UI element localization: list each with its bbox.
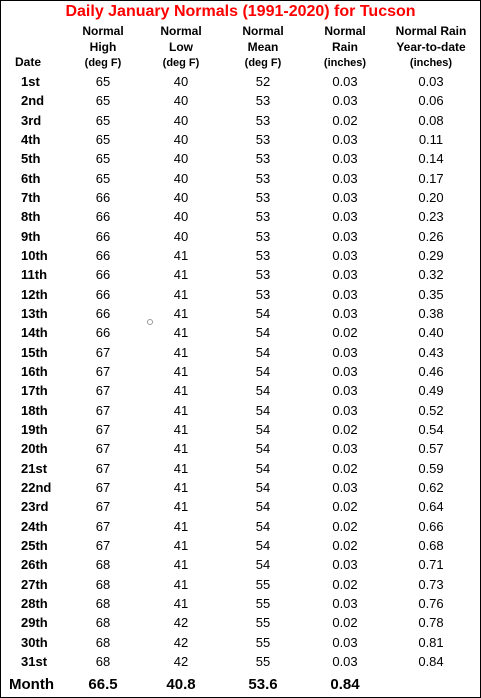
cell-rain: 0.03 [332, 170, 358, 186]
cell-ytd: 0.43 [418, 344, 444, 360]
cell-ytd: 0.73 [418, 576, 444, 592]
cell-low: 41 [173, 441, 189, 457]
cell-date: 26th [21, 557, 48, 573]
cell-rain: 0.03 [332, 74, 358, 89]
cell-low: 42 [173, 615, 189, 631]
cell-low: 40 [173, 228, 189, 244]
cell-mean: 54 [255, 305, 271, 321]
cell-date: 22nd [21, 479, 52, 495]
cell-rain: 0.02 [332, 499, 358, 515]
header-low-line2: Low [169, 40, 193, 54]
cell-high: 66 [95, 286, 111, 302]
cell-date: 28th [21, 595, 48, 611]
cell-ytd: 0.81 [418, 634, 444, 650]
table-row [1, 188, 480, 207]
cell-high: 66 [95, 209, 111, 225]
cell-rain: 0.03 [332, 557, 358, 573]
cell-date: 23rd [21, 499, 49, 515]
cell-ytd: 0.64 [418, 499, 444, 515]
cell-rain: 0.03 [332, 653, 358, 669]
cell-mean: 53 [255, 209, 271, 225]
cell-mean: 54 [255, 557, 271, 573]
cell-date: 7th [21, 189, 41, 205]
cell-date: 2nd [21, 93, 45, 109]
header-rain [309, 23, 381, 71]
table-row [1, 111, 480, 130]
cell-low: 41 [173, 557, 189, 573]
table-row [1, 497, 480, 516]
cell-date: 4th [21, 131, 41, 147]
table-row [1, 613, 480, 632]
cell-low: 41 [173, 576, 189, 592]
cell-mean: 53 [255, 151, 271, 167]
cell-ytd: 0.38 [418, 305, 444, 321]
cell-date: 27th [21, 576, 48, 592]
cell-ytd: 0.26 [418, 228, 444, 244]
cell-rain: 0.03 [332, 247, 358, 263]
header-rain-line3: (inches) [323, 57, 367, 69]
table-row [1, 91, 480, 110]
cell-rain: 0.03 [332, 363, 358, 379]
table-row [1, 381, 480, 400]
cell-mean: 54 [255, 460, 271, 476]
cell-ytd: 0.03 [418, 74, 444, 89]
cell-rain: 0.03 [332, 634, 358, 650]
cell-rain: 0.02 [332, 325, 358, 341]
cell-ytd: 0.84 [418, 653, 444, 669]
cell-high: 65 [95, 93, 111, 109]
cell-mean: 54 [255, 518, 271, 534]
month-rain: 0.84 [330, 676, 360, 693]
table-row [1, 536, 480, 555]
cell-low: 40 [173, 209, 189, 225]
table-row [1, 149, 480, 168]
month-summary-row [1, 673, 480, 697]
cell-low: 41 [173, 267, 189, 283]
cell-date: 9th [21, 228, 41, 244]
table-row [1, 246, 480, 265]
cell-date: 29th [21, 615, 48, 631]
cell-high: 68 [95, 615, 111, 631]
cell-low: 41 [173, 460, 189, 476]
cell-high: 68 [95, 595, 111, 611]
month-label: Month [9, 676, 54, 693]
cell-rain: 0.02 [332, 615, 358, 631]
month-mean: 53.6 [248, 676, 278, 693]
cell-low: 41 [173, 402, 189, 418]
table-row [1, 207, 480, 226]
cell-high: 66 [95, 189, 111, 205]
cell-high: 67 [95, 479, 111, 495]
cell-mean: 53 [255, 189, 271, 205]
cell-date: 30th [21, 634, 48, 650]
table-row [1, 555, 480, 574]
cell-high: 66 [95, 305, 111, 321]
cell-date: 31st [21, 653, 48, 669]
cell-ytd: 0.46 [418, 363, 444, 379]
cell-mean: 54 [255, 402, 271, 418]
cell-high: 67 [95, 383, 111, 399]
cell-mean: 53 [255, 247, 271, 263]
cell-ytd: 0.54 [418, 421, 444, 437]
cell-rain: 0.03 [332, 189, 358, 205]
cell-date: 18th [21, 402, 48, 418]
cell-rain: 0.03 [332, 402, 358, 418]
table-row [1, 323, 480, 342]
cell-high: 65 [95, 151, 111, 167]
cell-low: 40 [173, 112, 189, 128]
cell-mean: 54 [255, 421, 271, 437]
cell-rain: 0.02 [332, 518, 358, 534]
cell-low: 41 [173, 344, 189, 360]
cell-low: 40 [173, 93, 189, 109]
header-low [145, 23, 217, 71]
cell-date: 21st [21, 460, 48, 476]
cell-mean: 54 [255, 383, 271, 399]
cell-date: 3rd [21, 112, 42, 128]
cell-rain: 0.03 [332, 228, 358, 244]
cell-date: 24th [21, 518, 48, 534]
cell-low: 40 [173, 131, 189, 147]
cell-date: 1st [21, 74, 40, 89]
cell-high: 67 [95, 518, 111, 534]
cell-date: 25th [21, 537, 48, 553]
cell-rain: 0.03 [332, 93, 358, 109]
header-mean [227, 23, 299, 71]
cell-ytd: 0.52 [418, 402, 444, 418]
header-rain-line1: Normal [324, 24, 366, 38]
table-row [1, 478, 480, 497]
table-body [1, 72, 480, 671]
cell-mean: 55 [255, 595, 271, 611]
table-row [1, 285, 480, 304]
cell-low: 41 [173, 479, 189, 495]
cell-ytd: 0.08 [418, 112, 444, 128]
cell-high: 67 [95, 441, 111, 457]
table-row [1, 362, 480, 381]
cell-mean: 54 [255, 479, 271, 495]
header-mean-line1: Normal [242, 24, 284, 38]
table-row [1, 130, 480, 149]
cell-high: 66 [95, 247, 111, 263]
header-high [67, 23, 139, 71]
cell-mean: 55 [255, 653, 271, 669]
cell-ytd: 0.11 [418, 131, 444, 147]
cell-date: 12th [21, 286, 48, 302]
cell-low: 41 [173, 595, 189, 611]
cell-low: 40 [173, 170, 189, 186]
cell-date: 5th [21, 151, 41, 167]
cell-high: 65 [95, 131, 111, 147]
cell-ytd: 0.29 [418, 247, 444, 263]
cell-rain: 0.03 [332, 267, 358, 283]
cell-rain: 0.03 [332, 286, 358, 302]
cell-mean: 54 [255, 325, 271, 341]
cell-date: 6th [21, 170, 41, 186]
cell-high: 67 [95, 344, 111, 360]
table-row [1, 633, 480, 652]
header-ytd-line2: Year-to-date [396, 40, 466, 54]
cell-date: 11th [21, 267, 48, 283]
cell-rain: 0.03 [332, 383, 358, 399]
cell-high: 68 [95, 576, 111, 592]
cell-mean: 54 [255, 537, 271, 553]
cell-rain: 0.03 [332, 344, 358, 360]
cell-date: 14th [21, 325, 48, 341]
cell-ytd: 0.68 [418, 537, 444, 553]
cell-low: 41 [173, 421, 189, 437]
cell-rain: 0.03 [332, 151, 358, 167]
cell-date: 13th [21, 305, 48, 321]
cell-low: 41 [173, 518, 189, 534]
cell-high: 65 [95, 112, 111, 128]
table-title: Daily January Normals (1991-2020) for Tucson [65, 3, 416, 20]
cell-high: 66 [95, 267, 111, 283]
cell-mean: 54 [255, 499, 271, 515]
cell-high: 67 [95, 537, 111, 553]
cell-low: 42 [173, 653, 189, 669]
cell-low: 40 [173, 151, 189, 167]
cell-low: 41 [173, 286, 189, 302]
cell-ytd: 0.57 [418, 441, 444, 457]
cell-ytd: 0.14 [418, 151, 444, 167]
cell-rain: 0.03 [332, 209, 358, 225]
cell-ytd: 0.71 [418, 557, 444, 573]
cell-rain: 0.03 [332, 305, 358, 321]
table-row [1, 459, 480, 478]
cell-low: 41 [173, 383, 189, 399]
cell-date: 10th [21, 247, 48, 263]
cell-high: 65 [95, 170, 111, 186]
cell-ytd: 0.32 [418, 267, 444, 283]
cell-high: 68 [95, 634, 111, 650]
cell-high: 68 [95, 557, 111, 573]
cell-mean: 52 [255, 74, 271, 89]
cell-ytd: 0.66 [418, 518, 444, 534]
table-row [1, 517, 480, 536]
table-row [1, 265, 480, 284]
cell-rain: 0.03 [332, 131, 358, 147]
header-ytd-line3: (inches) [409, 57, 453, 69]
header-ytd [386, 23, 476, 71]
cell-high: 68 [95, 653, 111, 669]
table-row [1, 304, 480, 323]
cell-mean: 54 [255, 344, 271, 360]
cell-date: 17th [21, 383, 48, 399]
cell-mean: 55 [255, 576, 271, 592]
cell-low: 41 [173, 537, 189, 553]
cell-ytd: 0.76 [418, 595, 444, 611]
cell-ytd: 0.17 [418, 170, 444, 186]
cell-low: 41 [173, 305, 189, 321]
cell-ytd: 0.78 [418, 615, 444, 631]
cell-mean: 53 [255, 93, 271, 109]
cell-rain: 0.03 [332, 441, 358, 457]
circle-marker-icon [147, 319, 153, 325]
cell-date: 8th [21, 209, 41, 225]
table-row [1, 227, 480, 246]
cell-low: 41 [173, 363, 189, 379]
cell-rain: 0.02 [332, 537, 358, 553]
header-mean-line3: (deg F) [244, 57, 282, 69]
header-low-line1: Normal [160, 24, 202, 38]
cell-mean: 53 [255, 267, 271, 283]
table-row [1, 169, 480, 188]
cell-ytd: 0.20 [418, 189, 444, 205]
cell-high: 67 [95, 460, 111, 476]
header-high-line3: (deg F) [84, 57, 122, 69]
cell-date: 16th [21, 363, 48, 379]
month-low: 40.8 [166, 676, 196, 693]
cell-date: 19th [21, 421, 48, 437]
cell-ytd: 0.06 [418, 93, 444, 109]
cell-rain: 0.02 [332, 576, 358, 592]
cell-ytd: 0.62 [418, 479, 444, 495]
table-row [1, 594, 480, 613]
header-low-line3: (deg F) [162, 57, 200, 69]
cell-low: 42 [173, 634, 189, 650]
cell-high: 65 [95, 74, 111, 89]
cell-mean: 55 [255, 634, 271, 650]
header-ytd-line1: Normal Rain [395, 24, 467, 38]
cell-low: 41 [173, 325, 189, 341]
table-row [1, 652, 480, 671]
header-date: Date [15, 55, 42, 69]
cell-date: 15th [21, 344, 48, 360]
cell-low: 40 [173, 189, 189, 205]
cell-ytd: 0.40 [418, 325, 444, 341]
cell-mean: 53 [255, 228, 271, 244]
cell-low: 40 [173, 74, 189, 89]
cell-ytd: 0.59 [418, 460, 444, 476]
cell-ytd: 0.49 [418, 383, 444, 399]
table-row [1, 343, 480, 362]
cell-date: 20th [21, 441, 48, 457]
cell-low: 41 [173, 247, 189, 263]
table-row [1, 420, 480, 439]
cell-high: 67 [95, 421, 111, 437]
table-row [1, 401, 480, 420]
cell-ytd: 0.35 [418, 286, 444, 302]
cell-high: 67 [95, 402, 111, 418]
cell-rain: 0.02 [332, 460, 358, 476]
cell-high: 66 [95, 325, 111, 341]
cell-mean: 53 [255, 131, 271, 147]
month-high: 66.5 [88, 676, 118, 693]
cell-mean: 53 [255, 286, 271, 302]
cell-high: 67 [95, 363, 111, 379]
cell-high: 67 [95, 499, 111, 515]
table-row [1, 72, 480, 91]
header-high-line1: Normal [82, 24, 124, 38]
cell-mean: 55 [255, 615, 271, 631]
header-high-line2: High [89, 40, 117, 54]
cell-mean: 54 [255, 441, 271, 457]
header-mean-line2: Mean [247, 40, 279, 54]
cell-rain: 0.02 [332, 112, 358, 128]
header-rain-line2: Rain [331, 40, 358, 54]
cell-high: 66 [95, 228, 111, 244]
table-row [1, 439, 480, 458]
cell-rain: 0.03 [332, 479, 358, 495]
cell-mean: 54 [255, 363, 271, 379]
cell-ytd: 0.23 [418, 209, 444, 225]
cell-rain: 0.03 [332, 595, 358, 611]
cell-mean: 53 [255, 112, 271, 128]
cell-low: 41 [173, 499, 189, 515]
cell-mean: 53 [255, 170, 271, 186]
table-row [1, 575, 480, 594]
cell-rain: 0.02 [332, 421, 358, 437]
